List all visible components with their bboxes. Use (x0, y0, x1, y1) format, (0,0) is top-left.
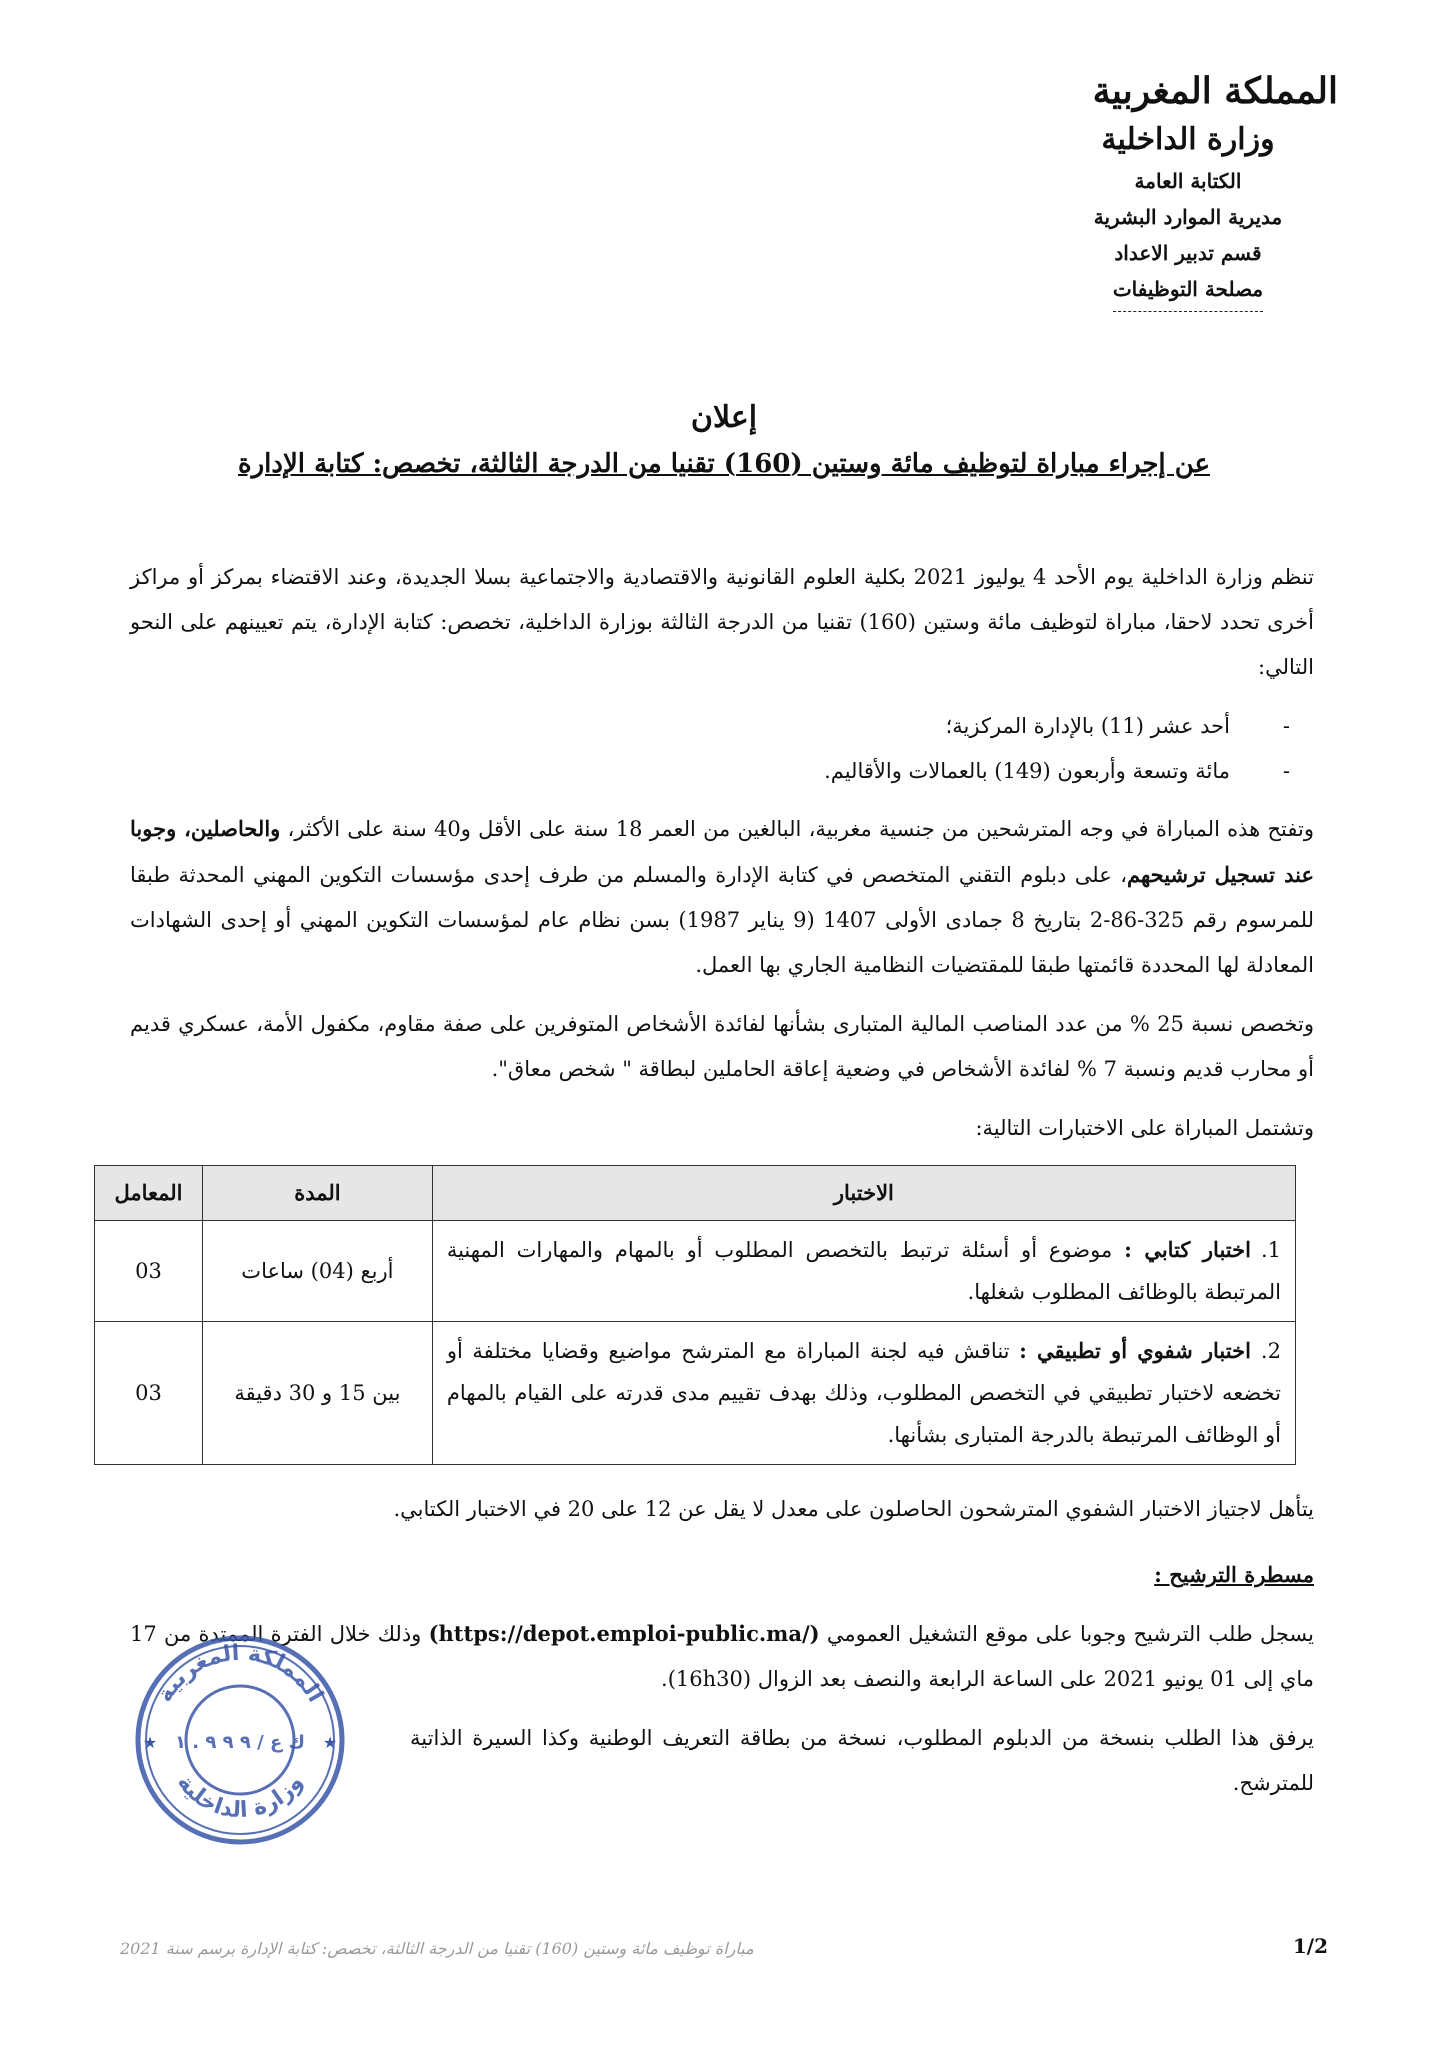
coefficient-cell: 03 (95, 1221, 203, 1322)
official-stamp (130, 1630, 350, 1850)
table-row (95, 1221, 1296, 1322)
star-icon: ★ (322, 1733, 338, 1752)
oral-qualification-paragraph: يتأهل لاجتياز الاختبار الشفوي المترشحون الحاصلون على معدل لا يقل عن 12 على 20 في الاختبار الكتابي. (393, 1497, 1314, 1521)
footer-caption: مباراة توظيف مائة وستين (160) تقنيا من الدرجة الثالثة، تخصص: كتابة الإدارة برسم سنة 2021 (120, 1939, 754, 1958)
quota-paragraph: وتخصص نسبة 25 % من عدد المناصب المالية المتبارى بشأنها لفائدة الأشخاص المتوفرين على صفة مقاوم، مكفول الأمة، عسكري قديم أو محارب قديم ونسبة 7 % لفائدة الأشخاص في وضعية إعاقة الحاملين لبطاقة " شخص معاق". (130, 1012, 1314, 1081)
exam-cell (432, 1322, 1295, 1465)
duration-cell: أربع (04) ساعات (202, 1221, 432, 1322)
stamp-top-text: المملكة المغربية (152, 1640, 328, 1707)
eligibility-text-end: ، على دبلوم التقني المتخصص في كتابة الإدارة والمسلم من طرف إحدى مؤسسات التكوين المهني المحدثة طبقا للمرسوم رقم 325-86-2 بتاريخ 8 جمادى الأولى 1407 (9 يناير 1987) بسن نظام عام لمؤسسات التكوين المهني أو إحدى الشهادات المعادلة لها المحددة قائمتها طبقا للمقتضيات النظامية الجاري بها العمل. (130, 863, 1314, 977)
secretariat-name: الكتابة العامة (1134, 169, 1242, 193)
attachments-paragraph: يرفق هذا الطلب بنسخة من الدبلوم المطلوب، نسخة من بطاقة التعريف الوطنية وكذا السيرة الذاتية للمترشح. (410, 1726, 1314, 1795)
stamp-center-text: ك ع / ٩ ٩ ٩ . ١ (174, 1732, 306, 1753)
list-item-text: مائة وتسعة وأربعون (149) بالعمالات والأقاليم. (824, 759, 1230, 783)
eligibility-text-start: وتفتح هذه المباراة في وجه المترشحين من جنسية مغربية، البالغين من العمر 18 سنة على الأقل و40 سنة على الأكثر، (280, 817, 1315, 841)
coefficient-cell: 03 (95, 1322, 203, 1465)
exam-name: اختبار شفوي أو تطبيقي : (1019, 1338, 1251, 1363)
exam-description: موضوع أو أسئلة ترتبط بالتخصص المطلوب أو بالمهام والمهارات المهنية المرتبطة بالوظائف المطلوب شغلها. (446, 1238, 1281, 1304)
list-item-text: أحد عشر (11) بالإدارة المركزية؛ (945, 714, 1230, 738)
distribution-list (130, 704, 1314, 794)
kingdom-name: المملكة المغربية (1092, 70, 1338, 112)
exams-intro: وتشتمل المباراة على الاختبارات التالية: (975, 1116, 1314, 1140)
list-item (130, 749, 1290, 794)
intro-paragraph: تنظم وزارة الداخلية يوم الأحد 4 يوليوز 2021 بكلية العلوم القانونية والاقتصادية والاجتماعية بسلا الجديدة، وعند الاقتضاء بمركز أو مراكز أخرى تحدد لاحقا، مباراة لتوظيف مائة وستين (160) تقنيا من الدرجة الثالثة بوزارة الداخلية، تخصص: كتابة الإدارة، يتم تعيينهم على النحو التالي: (130, 565, 1314, 679)
eligibility-paragraph (130, 806, 1314, 988)
registration-text-start: يسجل طلب الترشيح وجوبا على موقع التشغيل العمومي (819, 1622, 1314, 1646)
star-icon: ★ (142, 1733, 158, 1752)
announcement-heading: إعلان (690, 400, 758, 435)
header-coefficient: المعامل (95, 1166, 203, 1221)
table-header-row (95, 1166, 1296, 1221)
registration-text-end: وذلك خلال الفترة الممتدة من 17 ماي إلى 01 يونيو 2021 على الساعة الرابعة والنصف بعد الزوال (16h30). (130, 1622, 1314, 1691)
service-name: مصلحة التوظيفات (1112, 277, 1264, 301)
division-name: قسم تدبير الاعداد (1114, 241, 1262, 265)
header-divider (1113, 311, 1263, 312)
header-duration: المدة (202, 1166, 432, 1221)
svg-text:المملكة المغربية (152, 1641, 327, 1707)
duration-cell: بين 15 و 30 دقيقة (202, 1322, 432, 1465)
exams-table (94, 1165, 1296, 1465)
bullet-dash: - (1282, 759, 1290, 783)
exam-number: 1. (1260, 1238, 1282, 1262)
directorate-name: مديرية الموارد البشرية (1093, 205, 1283, 229)
registration-url: (https://depot.emploi-public.ma/) (428, 1621, 820, 1646)
page-number: 1/2 (1292, 1934, 1328, 1958)
table-row (95, 1322, 1296, 1465)
list-item (130, 704, 1290, 749)
exam-cell (432, 1221, 1295, 1322)
procedure-heading: مسطرة الترشيح : (1154, 1562, 1314, 1587)
header-exam: الاختبار (432, 1166, 1295, 1221)
announcement-subtitle: عن إجراء مباراة لتوظيف مائة وستين (160) تقنيا من الدرجة الثالثة، تخصص: كتابة الإدارة (237, 449, 1211, 479)
ministry-name: وزارة الداخلية (1101, 122, 1275, 157)
eligibility-bold-text: والحاصلين، وجوبا عند تسجيل ترشيحهم (130, 816, 1315, 887)
bullet-dash: - (1282, 714, 1290, 738)
exam-name: اختبار كتابي : (1124, 1237, 1251, 1262)
stamp-bottom-text: وزارة الداخلية (171, 1770, 309, 1824)
svg-text:وزارة الداخلية (172, 1771, 308, 1824)
document-header (1038, 70, 1338, 312)
exam-number: 2. (1260, 1339, 1281, 1363)
document-title (110, 400, 1338, 479)
exam-description: تناقش فيه لجنة المباراة مع المترشح مواضيع وقضايا مختلفة أو تخضعه لاختبار تطبيقي في التخصص المطلوب، وذلك بهدف تقييم مدى قدرته على القيام بالمهام أو الوظائف المرتبطة بالدرجة المتبارى بشأنها. (446, 1339, 1281, 1447)
